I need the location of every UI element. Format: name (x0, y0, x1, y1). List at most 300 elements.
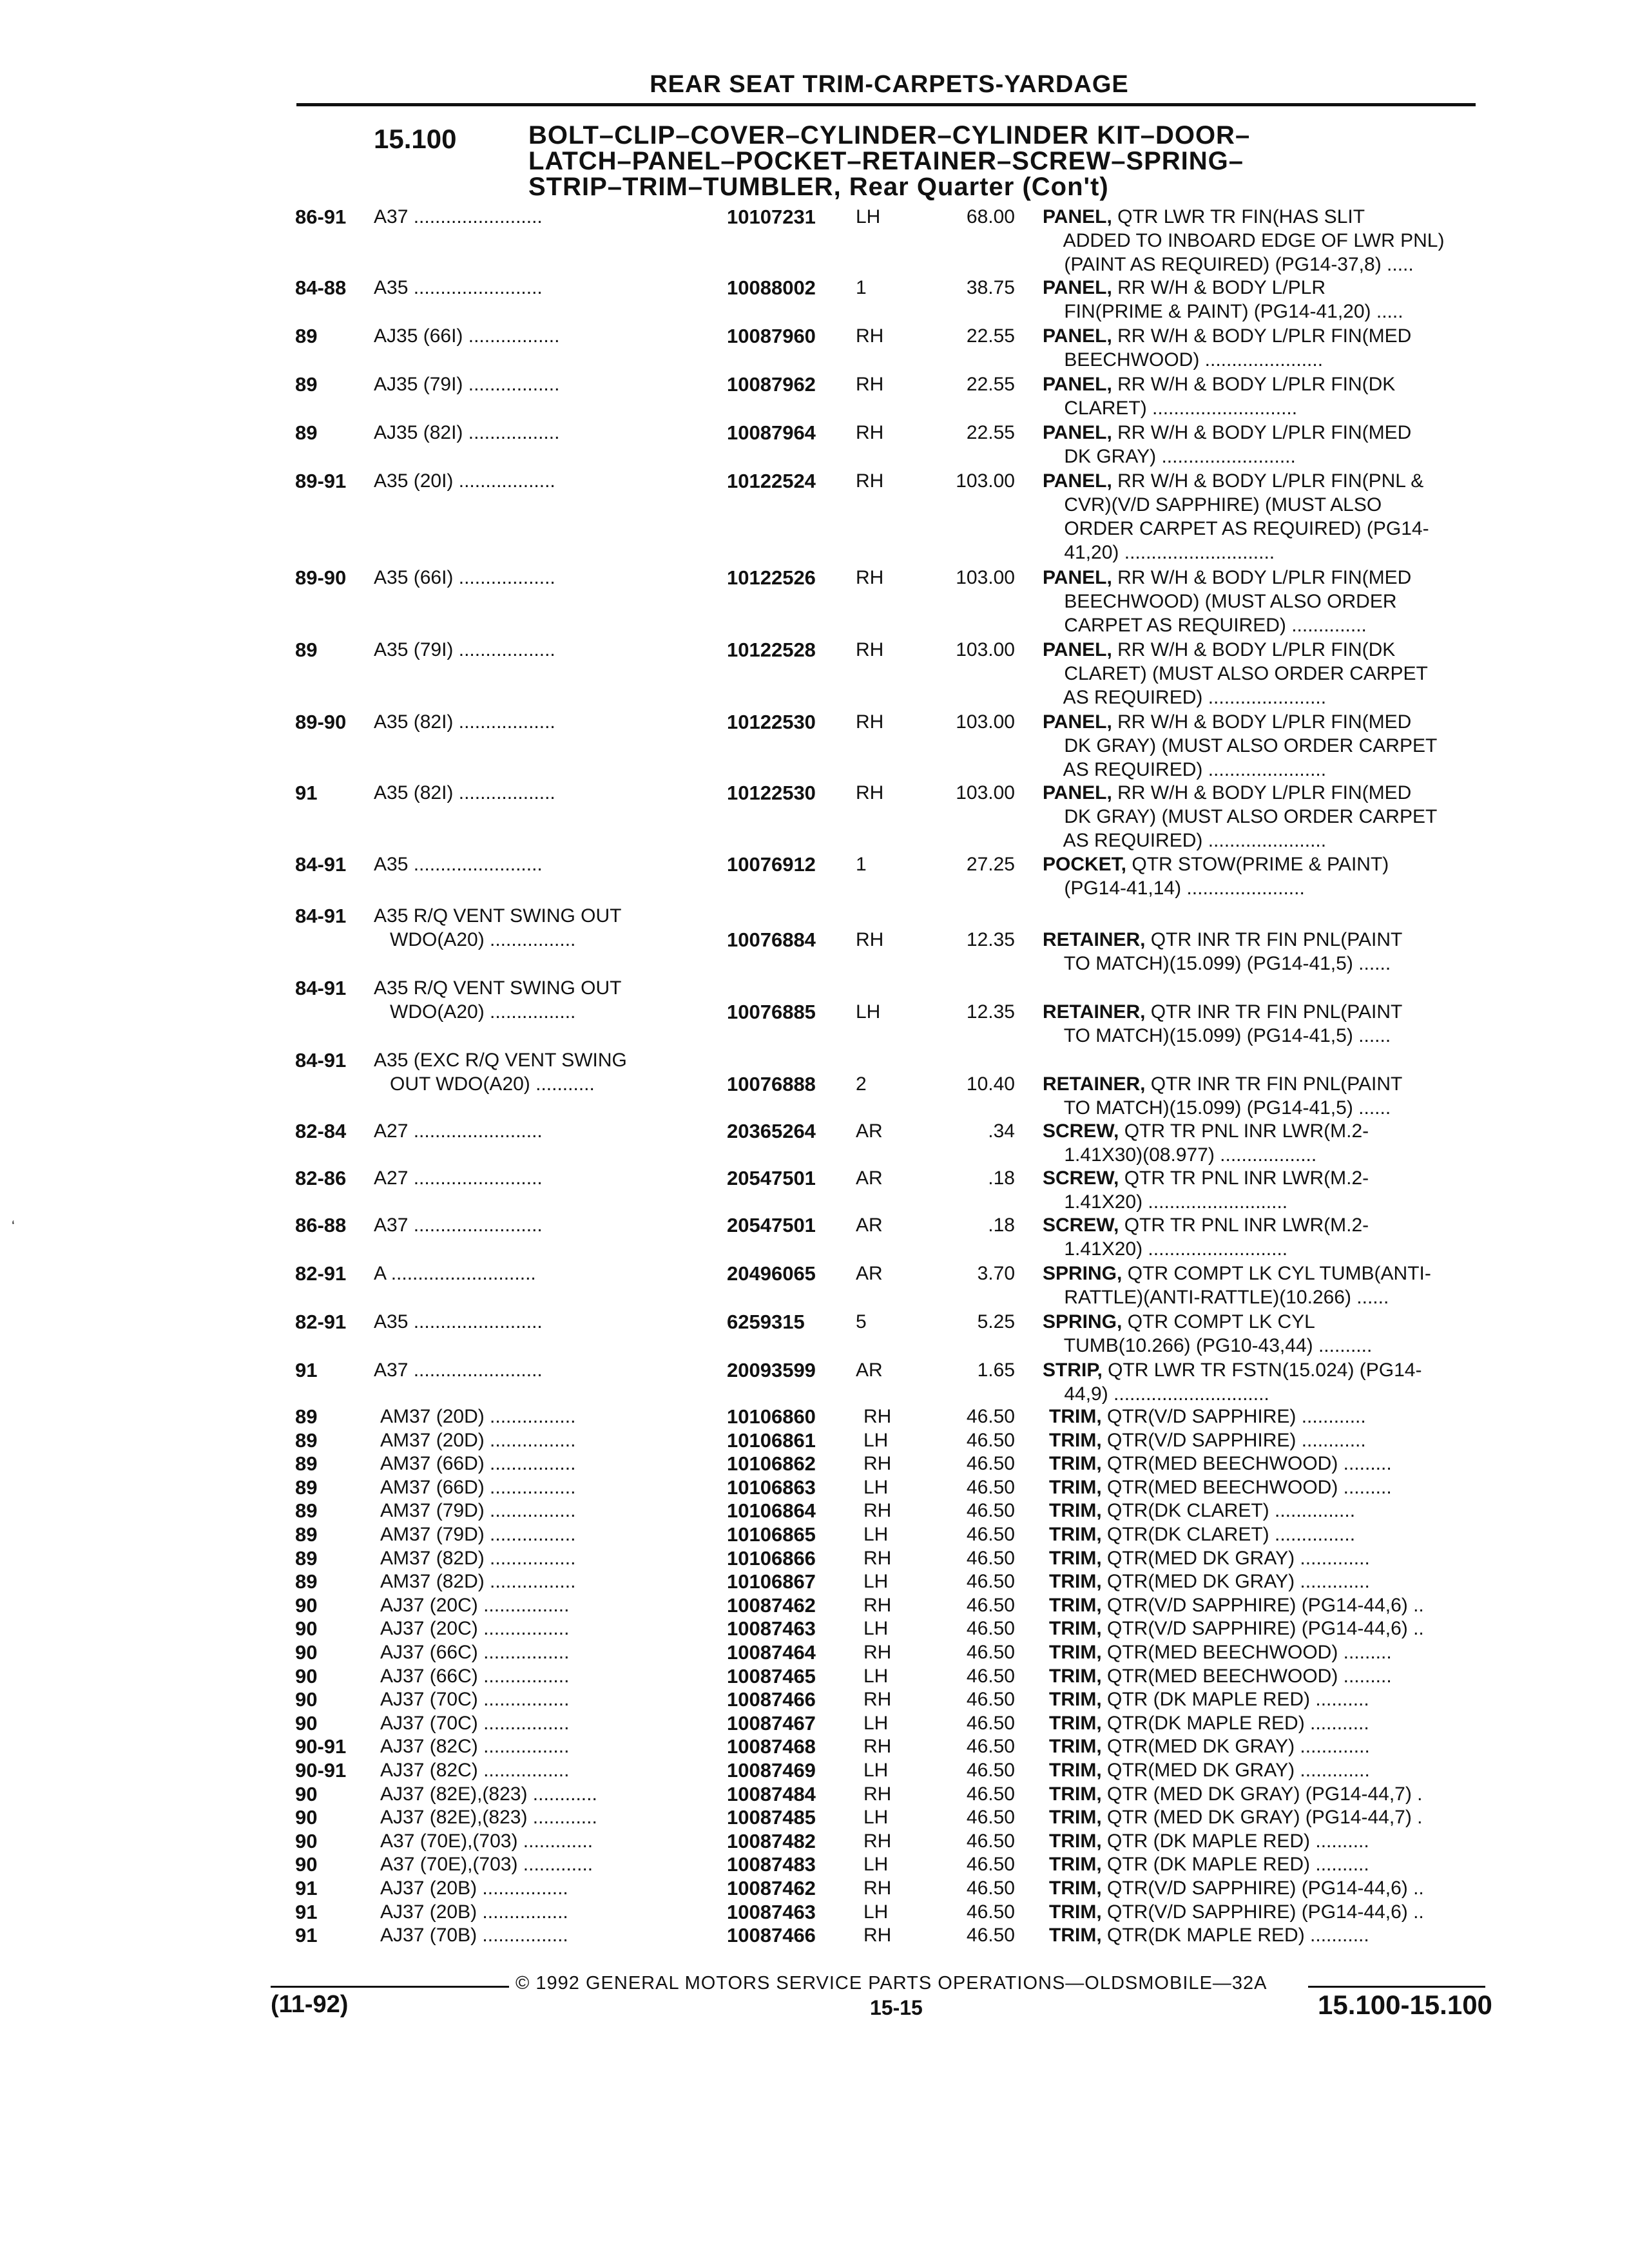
year-range: 90 (295, 1665, 318, 1687)
price: 46.50 (966, 1689, 1015, 1710)
description-line: PANEL, RR W/H & BODY L/PLR FIN(DK (1043, 374, 1396, 395)
year-range: 89-91 (295, 470, 347, 492)
desc-keyword: STRIP, (1043, 1360, 1103, 1381)
description-line: ADDED TO INBOARD EDGE OF LWR PNL) (1043, 230, 1445, 251)
description (1049, 1593, 1513, 1617)
model-code (374, 781, 555, 805)
model-code (374, 1213, 543, 1237)
price: 68.00 (966, 206, 1015, 227)
description (1049, 1617, 1513, 1640)
model-line: WDO(A20) ................ (374, 929, 576, 950)
quantity: RH (856, 711, 884, 733)
description (1043, 1166, 1507, 1214)
quantity: RH (863, 1878, 892, 1899)
model-line: A35 (20I) .................. (374, 470, 555, 492)
year-range: 86-91 (295, 206, 347, 228)
description (1043, 1000, 1507, 1048)
description-line: TO MATCH)(15.099) (PG14-41,5) ...... (1043, 1025, 1391, 1046)
year-range: 89 (295, 325, 318, 347)
part-number: 10087964 (727, 421, 816, 444)
desc-keyword: TRIM, (1049, 1689, 1102, 1710)
description-line: TRIM, QTR (DK MAPLE RED) .......... (1049, 1854, 1369, 1875)
quantity: 1 (856, 277, 867, 298)
quantity: RH (863, 1500, 892, 1521)
quantity: RH (856, 374, 884, 395)
part-number: 10087462 (727, 1877, 816, 1899)
model-code (374, 1262, 536, 1285)
price: 46.50 (966, 1642, 1015, 1663)
description-line: CLARET) ........................... (1043, 398, 1298, 419)
desc-keyword: TRIM, (1049, 1807, 1102, 1828)
description (1043, 205, 1507, 276)
part-number: 10106866 (727, 1547, 816, 1570)
part-number: 20093599 (727, 1359, 816, 1381)
price: 103.00 (956, 567, 1015, 588)
quantity: LH (863, 1760, 889, 1781)
year-range: 91 (295, 1924, 318, 1946)
description-line: AS REQUIRED) ...................... (1043, 687, 1327, 708)
description-line: TRIM, QTR(MED DK GRAY) ............. (1049, 1736, 1370, 1757)
description (1049, 1923, 1513, 1947)
price: 46.50 (966, 1807, 1015, 1828)
desc-keyword: PANEL, (1043, 567, 1112, 588)
model-code (374, 1310, 543, 1334)
part-number: 10106867 (727, 1570, 816, 1593)
price: 103.00 (956, 711, 1015, 733)
model-code: AM37 (20D) ................ (380, 1430, 576, 1451)
part-number: 10122530 (727, 782, 816, 804)
price: 46.50 (966, 1854, 1015, 1875)
description-line: BEECHWOOD) (MUST ALSO ORDER (1043, 591, 1397, 612)
section-title-line: LATCH–PANEL–POCKET–RETAINER–SCREW–SPRING– (528, 147, 1244, 175)
model-code (374, 638, 555, 662)
description-line: AS REQUIRED) ...................... (1043, 759, 1327, 780)
description-line: PANEL, RR W/H & BODY L/PLR FIN(MED (1043, 567, 1412, 588)
description (1049, 1852, 1513, 1876)
description (1049, 1711, 1513, 1735)
quantity: 1 (856, 854, 867, 875)
part-number: 6259315 (727, 1311, 805, 1333)
description-line: RETAINER, QTR INR TR FIN PNL(PAINT (1043, 929, 1403, 950)
description-line: TRIM, QTR(DK CLARET) ............... (1049, 1500, 1356, 1521)
year-range: 89 (295, 1570, 318, 1593)
year-range: 90 (295, 1853, 318, 1876)
part-number: 10106863 (727, 1476, 816, 1499)
section-title-line: BOLT–CLIP–COVER–CYLINDER–CYLINDER KIT–DOOR– (528, 121, 1251, 149)
desc-keyword: POCKET, (1043, 854, 1127, 875)
model-line: A37 ........................ (374, 1360, 543, 1381)
description-line: TRIM, QTR(V/D SAPPHIRE) (PG14-44,6) .. (1049, 1878, 1424, 1899)
year-range: 82-91 (295, 1311, 347, 1333)
section-title-line: STRIP–TRIM–TUMBLER, Rear Quarter (Con't) (528, 173, 1109, 201)
model-line: A35 (82I) .................. (374, 782, 555, 803)
description-line: TRIM, QTR(MED DK GRAY) ............. (1049, 1571, 1370, 1592)
part-number: 10087462 (727, 1594, 816, 1617)
description (1043, 638, 1507, 709)
description-line: PANEL, RR W/H & BODY L/PLR (1043, 277, 1325, 298)
quantity: 2 (856, 1073, 867, 1095)
desc-keyword: SPRING, (1043, 1263, 1123, 1284)
quantity: LH (863, 1901, 889, 1923)
description (1043, 276, 1507, 323)
model-code (374, 1048, 627, 1096)
model-line: AJ35 (79I) ................. (374, 374, 560, 395)
model-line: A ........................... (374, 1263, 536, 1284)
model-code (374, 976, 622, 1024)
year-range: 89 (295, 1429, 318, 1452)
quantity: LH (863, 1618, 889, 1639)
description-line: (PAINT AS REQUIRED) (PG14-37,8) ..... (1043, 254, 1414, 275)
quantity: RH (863, 1736, 892, 1757)
model-code: AM37 (79D) ................ (380, 1500, 576, 1521)
desc-keyword: TRIM, (1049, 1571, 1102, 1592)
desc-keyword: PANEL, (1043, 639, 1112, 660)
price: 38.75 (966, 277, 1015, 298)
price: 27.25 (966, 854, 1015, 875)
year-range: 89 (295, 1476, 318, 1499)
description-line: DK GRAY) ......................... (1043, 446, 1296, 467)
year-range: 90 (295, 1783, 318, 1805)
model-code (374, 1119, 543, 1143)
quantity: LH (856, 206, 881, 227)
description-line: TRIM, QTR(MED BEECHWOOD) ......... (1049, 1453, 1392, 1474)
description-line: RETAINER, QTR INR TR FIN PNL(PAINT (1043, 1001, 1403, 1023)
year-range: 90 (295, 1641, 318, 1664)
description-line: POCKET, QTR STOW(PRIME & PAINT) (1043, 854, 1389, 875)
desc-keyword: TRIM, (1049, 1831, 1102, 1852)
description (1049, 1758, 1513, 1782)
part-number: 10087483 (727, 1853, 816, 1876)
quantity: LH (863, 1430, 889, 1451)
desc-keyword: TRIM, (1049, 1760, 1102, 1781)
model-line: A35 ........................ (374, 854, 543, 875)
quantity: AR (856, 1168, 883, 1189)
model-code (374, 372, 559, 396)
desc-keyword: TRIM, (1049, 1548, 1102, 1569)
description-line: TRIM, QTR (MED DK GRAY) (PG14-44,7) . (1049, 1807, 1423, 1828)
description-line: 1.41X20) .......................... (1043, 1238, 1288, 1260)
part-number: 10087482 (727, 1830, 816, 1852)
description (1043, 852, 1507, 900)
desc-keyword: PANEL, (1043, 206, 1112, 227)
price: 46.50 (966, 1430, 1015, 1451)
quantity: RH (863, 1689, 892, 1710)
model-code (374, 324, 559, 348)
description (1043, 421, 1507, 468)
price: 5.25 (977, 1311, 1015, 1332)
price: 46.50 (966, 1901, 1015, 1923)
year-range: 84-91 (295, 1049, 347, 1072)
description (1043, 469, 1507, 564)
price: 46.50 (966, 1548, 1015, 1569)
part-number: 10106865 (727, 1523, 816, 1546)
desc-keyword: TRIM, (1049, 1453, 1102, 1474)
part-number: 10087960 (727, 325, 816, 347)
description-line: TRIM, QTR(DK CLARET) ............... (1049, 1524, 1356, 1545)
desc-keyword: PANEL, (1043, 782, 1112, 803)
part-number: 10076912 (727, 853, 816, 876)
quantity: 5 (856, 1311, 867, 1332)
part-number: 10087465 (727, 1665, 816, 1687)
year-range: 84-88 (295, 276, 347, 299)
desc-keyword: TRIM, (1049, 1901, 1102, 1923)
year-range: 90 (295, 1712, 318, 1735)
price: .34 (988, 1120, 1015, 1142)
description-line: SCREW, QTR TR PNL INR LWR(M.2- (1043, 1215, 1369, 1236)
year-range: 86-88 (295, 1214, 347, 1236)
price: 3.70 (977, 1263, 1015, 1284)
price: 12.35 (966, 929, 1015, 950)
year-range: 89 (295, 1499, 318, 1522)
price: 46.50 (966, 1783, 1015, 1805)
desc-keyword: PANEL, (1043, 711, 1112, 733)
description-line: SCREW, QTR TR PNL INR LWR(M.2- (1043, 1120, 1369, 1142)
description-line: TRIM, QTR(V/D SAPPHIRE) ............ (1049, 1430, 1366, 1451)
description-line: 1.41X30)(08.977) .................. (1043, 1144, 1317, 1166)
quantity: RH (856, 639, 884, 660)
year-range: 91 (295, 1901, 318, 1923)
description-line: TRIM, QTR(V/D SAPPHIRE) (PG14-44,6) .. (1049, 1618, 1424, 1639)
desc-keyword: PANEL, (1043, 325, 1112, 347)
quantity: AR (856, 1120, 883, 1142)
price: 46.50 (966, 1666, 1015, 1687)
price: 46.50 (966, 1760, 1015, 1781)
quantity: LH (863, 1713, 889, 1734)
price: 46.50 (966, 1524, 1015, 1545)
quantity: RH (856, 422, 884, 443)
stray-mark: ‘ (12, 1218, 15, 1234)
model-code: AJ37 (82C) ................ (380, 1760, 570, 1781)
price: 46.50 (966, 1453, 1015, 1474)
description-line: TRIM, QTR (MED DK GRAY) (PG14-44,7) . (1049, 1783, 1423, 1805)
model-code: AJ37 (70C) ................ (380, 1713, 570, 1734)
part-number: 10087463 (727, 1901, 816, 1923)
description (1049, 1876, 1513, 1900)
description-line: (PG14-41,14) ...................... (1043, 878, 1305, 899)
description-line: PANEL, QTR LWR TR FIN(HAS SLIT (1043, 206, 1365, 227)
desc-keyword: TRIM, (1049, 1477, 1102, 1498)
model-code: AJ37 (70C) ................ (380, 1689, 570, 1710)
model-code: A37 (70E),(703) ............. (380, 1831, 593, 1852)
model-code: AJ37 (20B) ................ (380, 1878, 568, 1899)
description (1049, 1475, 1513, 1499)
description-line: CVR)(V/D SAPPHIRE) (MUST ALSO (1043, 494, 1382, 515)
model-code (374, 276, 543, 300)
description-line: TRIM, QTR(MED BEECHWOOD) ......... (1049, 1642, 1392, 1663)
footer-date: (11-92) (271, 1991, 349, 2018)
model-code (374, 469, 555, 493)
quantity: LH (856, 1001, 881, 1023)
price: 46.50 (966, 1736, 1015, 1757)
price: 103.00 (956, 639, 1015, 660)
price: 46.50 (966, 1925, 1015, 1946)
year-range: 91 (295, 1877, 318, 1899)
price: .18 (988, 1168, 1015, 1189)
description-line: DK GRAY) (MUST ALSO ORDER CARPET (1043, 806, 1438, 827)
description-line: TUMB(10.266) (PG10-43,44) .......... (1043, 1335, 1373, 1356)
part-number: 10087962 (727, 373, 816, 396)
price: 22.55 (966, 374, 1015, 395)
desc-keyword: TRIM, (1049, 1406, 1102, 1427)
model-code (374, 710, 555, 734)
price: 46.50 (966, 1595, 1015, 1616)
model-line: A27 ........................ (374, 1120, 543, 1142)
model-line: AJ35 (82I) ................. (374, 422, 560, 443)
part-number: 10087466 (727, 1924, 816, 1946)
model-line: A35 (82I) .................. (374, 711, 555, 733)
description-line: TO MATCH)(15.099) (PG14-41,5) ...... (1043, 1097, 1391, 1119)
year-range: 90 (295, 1617, 318, 1640)
desc-keyword: PANEL, (1043, 422, 1112, 443)
price: 103.00 (956, 470, 1015, 492)
quantity: RH (863, 1783, 892, 1805)
description-line: RATTLE)(ANTI-RATTLE)(10.266) ...... (1043, 1287, 1389, 1308)
description (1043, 928, 1507, 975)
model-code (374, 421, 559, 445)
price: 46.50 (966, 1618, 1015, 1639)
part-number: 20547501 (727, 1167, 816, 1189)
price: 12.35 (966, 1001, 1015, 1023)
model-code: AJ37 (20C) ................ (380, 1595, 570, 1616)
description (1049, 1782, 1513, 1806)
part-number: 10122528 (727, 639, 816, 661)
description (1049, 1523, 1513, 1546)
quantity: AR (856, 1360, 883, 1381)
price: 46.50 (966, 1878, 1015, 1899)
price: 46.50 (966, 1477, 1015, 1498)
model-code: AM37 (82D) ................ (380, 1571, 576, 1592)
description-line: PANEL, RR W/H & BODY L/PLR FIN(MED (1043, 782, 1412, 803)
description (1049, 1640, 1513, 1664)
desc-keyword: TRIM, (1049, 1642, 1102, 1663)
year-range: 89 (295, 1405, 318, 1428)
year-range: 89-90 (295, 711, 347, 733)
model-code: AJ37 (82C) ................ (380, 1736, 570, 1757)
desc-keyword: TRIM, (1049, 1595, 1102, 1616)
part-number: 10076884 (727, 928, 816, 951)
description-line: SPRING, QTR COMPT LK CYL (1043, 1311, 1315, 1332)
part-number: 10106861 (727, 1429, 816, 1452)
description-line: DK GRAY) (MUST ALSO ORDER CARPET (1043, 735, 1438, 756)
desc-keyword: RETAINER, (1043, 929, 1146, 950)
desc-keyword: TRIM, (1049, 1500, 1102, 1521)
price: 46.50 (966, 1713, 1015, 1734)
description (1043, 710, 1507, 782)
desc-keyword: TRIM, (1049, 1430, 1102, 1451)
model-code: AM37 (66D) ................ (380, 1477, 576, 1498)
header-rule (296, 103, 1476, 106)
description-line: RETAINER, QTR INR TR FIN PNL(PAINT (1043, 1073, 1403, 1095)
description-line: TRIM, QTR(V/D SAPPHIRE) (PG14-44,6) .. (1049, 1901, 1424, 1923)
description-line: CLARET) (MUST ALSO ORDER CARPET (1043, 663, 1428, 684)
description (1043, 1213, 1507, 1261)
part-number: 20496065 (727, 1262, 816, 1285)
model-code: AJ37 (70B) ................ (380, 1925, 568, 1946)
quantity: LH (863, 1807, 889, 1828)
description (1049, 1428, 1513, 1452)
desc-keyword: PANEL, (1043, 277, 1112, 298)
model-code: A37 (70E),(703) ............. (380, 1854, 593, 1875)
section-number: 15.100 (374, 124, 457, 154)
part-number: 10076885 (727, 1001, 816, 1023)
model-code: AM37 (20D) ................ (380, 1406, 576, 1427)
desc-keyword: SCREW, (1043, 1215, 1119, 1236)
quantity: LH (863, 1571, 889, 1592)
description-line: TO MATCH)(15.099) (PG14-41,5) ...... (1043, 953, 1391, 974)
year-range: 89-90 (295, 566, 347, 589)
description-line: TRIM, QTR(MED DK GRAY) ............. (1049, 1760, 1370, 1781)
model-line: A37 ........................ (374, 206, 543, 227)
part-number: 10122524 (727, 470, 816, 492)
description (1049, 1900, 1513, 1924)
model-line: A35 ........................ (374, 277, 543, 298)
description-line: TRIM, QTR(MED DK GRAY) ............. (1049, 1548, 1370, 1569)
part-number: 10106860 (727, 1405, 816, 1428)
price: 46.50 (966, 1500, 1015, 1521)
model-line: A37 ........................ (374, 1215, 543, 1236)
model-code: AJ37 (66C) ................ (380, 1642, 570, 1663)
quantity: RH (863, 1925, 892, 1946)
model-code (374, 205, 543, 229)
description-line: TRIM, QTR(DK MAPLE RED) ........... (1049, 1713, 1369, 1734)
year-range: 84-91 (295, 853, 347, 876)
quantity: RH (863, 1453, 892, 1474)
part-number: 10087469 (727, 1759, 816, 1782)
quantity: LH (863, 1524, 889, 1545)
description-line: PANEL, RR W/H & BODY L/PLR FIN(PNL & (1043, 470, 1424, 492)
model-code: AM37 (66D) ................ (380, 1453, 576, 1474)
description (1043, 1262, 1507, 1309)
description (1049, 1805, 1513, 1829)
description-line: TRIM, QTR (DK MAPLE RED) .......... (1049, 1689, 1369, 1710)
description (1043, 566, 1507, 637)
quantity: RH (856, 567, 884, 588)
desc-keyword: SPRING, (1043, 1311, 1123, 1332)
quantity: RH (856, 929, 884, 950)
part-number: 10087484 (727, 1783, 816, 1805)
part-number: 10122530 (727, 711, 816, 733)
quantity: RH (856, 782, 884, 803)
description-line: 1.41X20) .......................... (1043, 1191, 1288, 1213)
desc-keyword: PANEL, (1043, 374, 1112, 395)
model-code (374, 1166, 543, 1190)
desc-keyword: RETAINER, (1043, 1001, 1146, 1023)
model-line: A35 R/Q VENT SWING OUT (374, 905, 622, 927)
part-number: 10087468 (727, 1735, 816, 1758)
year-range: 84-91 (295, 905, 347, 927)
footer-page-number: 15-15 (870, 1996, 923, 2019)
year-range: 90-91 (295, 1759, 347, 1782)
description (1049, 1405, 1513, 1428)
description-line: CARPET AS REQUIRED) .............. (1043, 615, 1367, 636)
quantity: RH (856, 325, 884, 347)
quantity: AR (856, 1263, 883, 1284)
description-line: ORDER CARPET AS REQUIRED) (PG14- (1043, 518, 1429, 539)
desc-keyword: TRIM, (1049, 1736, 1102, 1757)
year-range: 82-86 (295, 1167, 347, 1189)
description (1043, 1358, 1507, 1406)
desc-keyword: TRIM, (1049, 1878, 1102, 1899)
page-header: REAR SEAT TRIM-CARPETS-YARDAGE (650, 71, 1129, 98)
description (1049, 1570, 1513, 1593)
footer-copyright: © 1992 GENERAL MOTORS SERVICE PARTS OPERATIONS—OLDSMOBILE—32A (516, 1973, 1268, 1994)
description (1049, 1546, 1513, 1570)
desc-keyword: TRIM, (1049, 1925, 1102, 1946)
quantity: RH (856, 470, 884, 492)
description-line: PANEL, RR W/H & BODY L/PLR FIN(MED (1043, 325, 1412, 347)
quantity: RH (863, 1548, 892, 1569)
model-line: WDO(A20) ................ (374, 1001, 576, 1023)
